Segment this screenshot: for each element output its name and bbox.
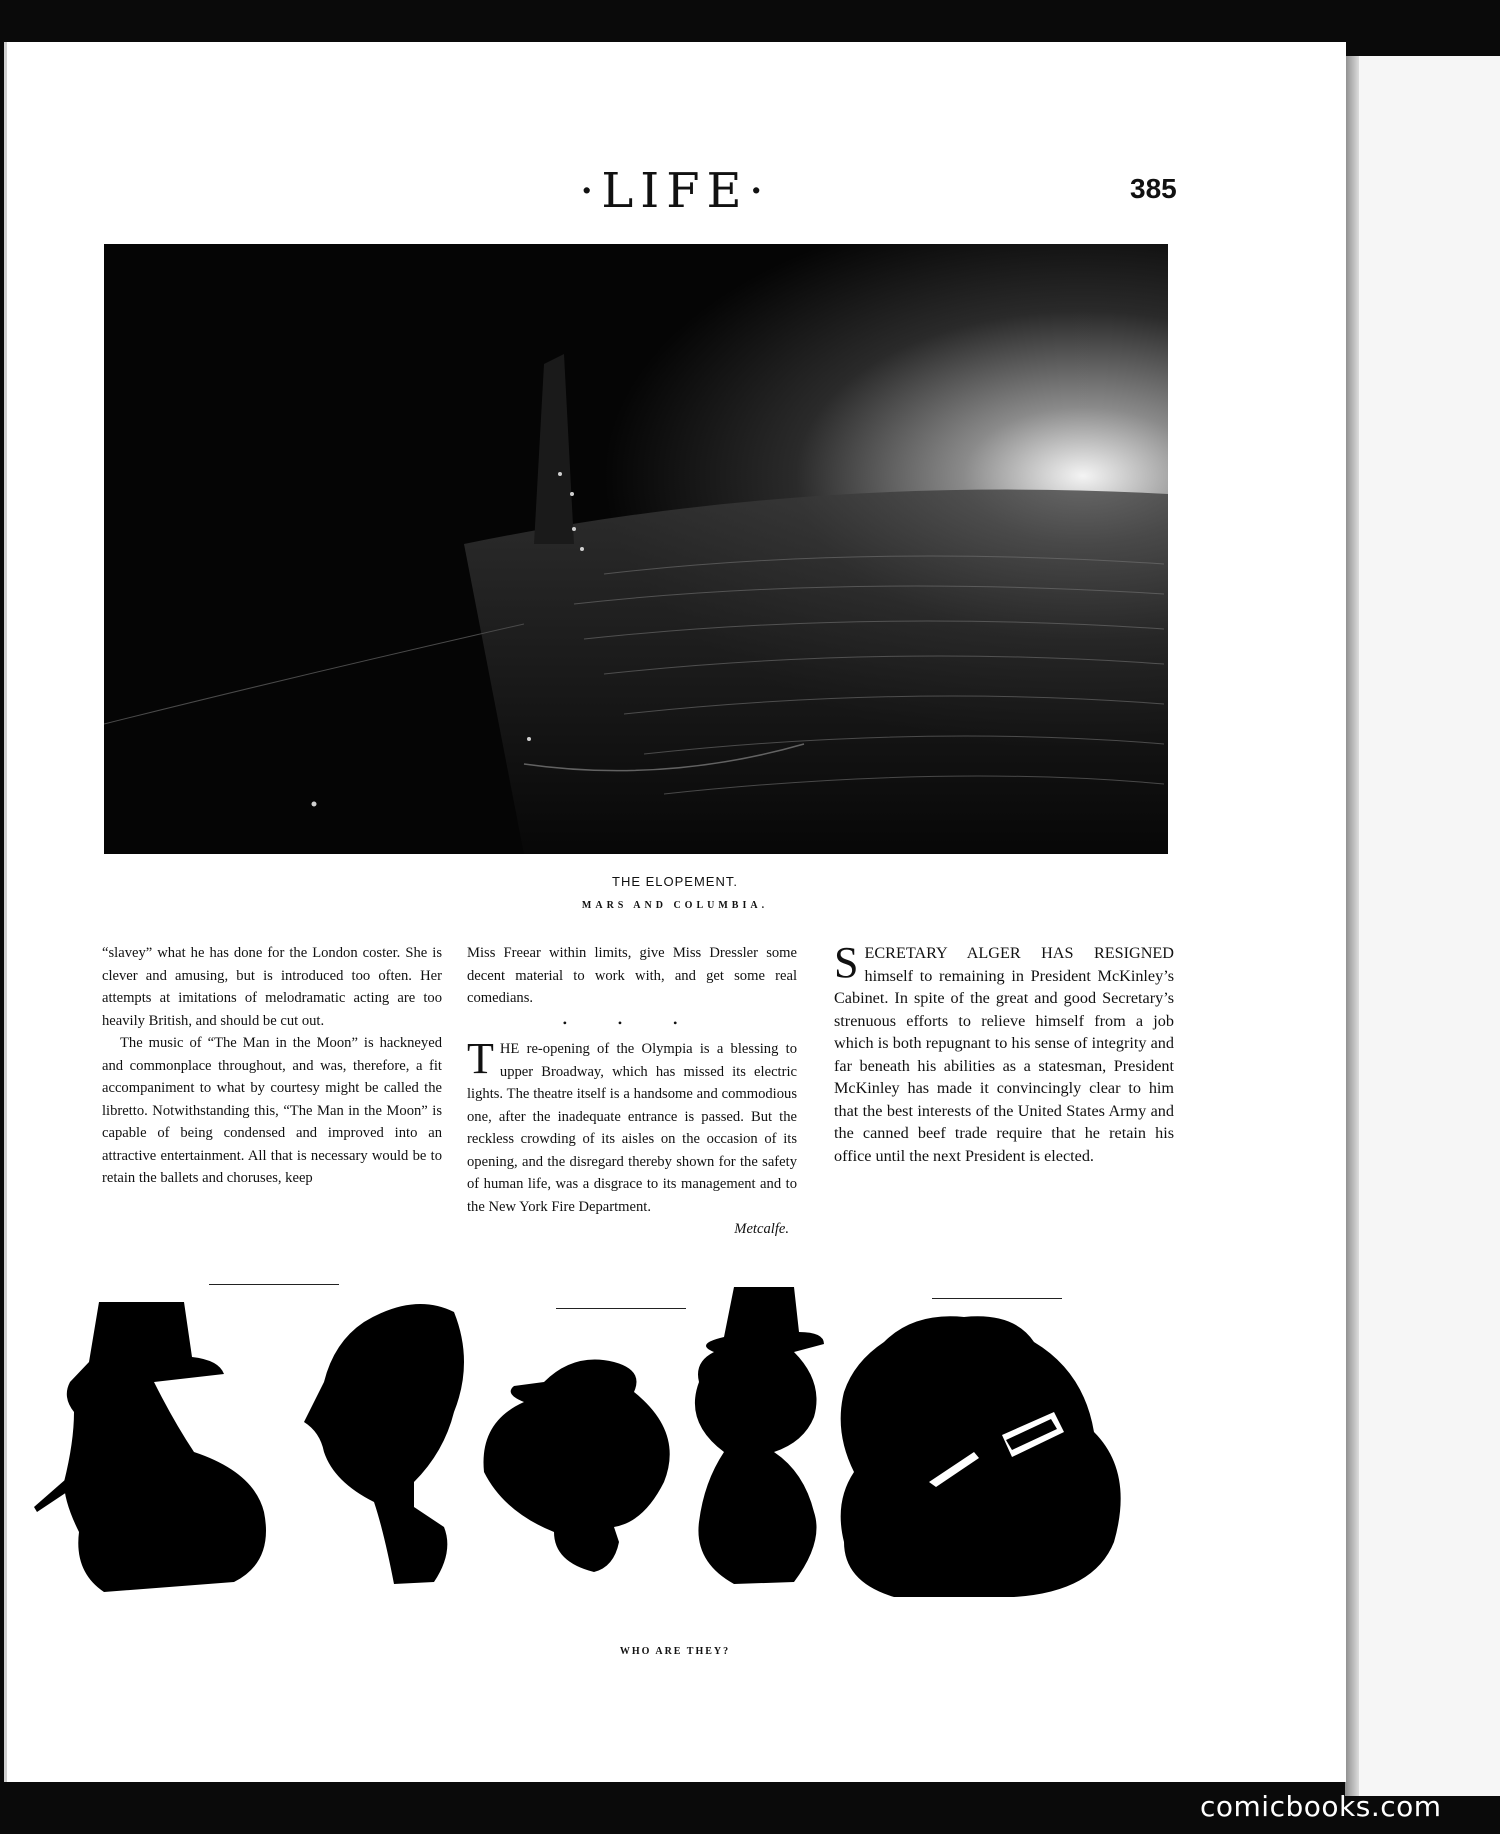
magazine-page <box>4 42 1346 1782</box>
alger-text: ECRETARY ALGER HAS RESIGNED himself to remaining in President McKinley’s Cabinet. In spite of the great and good Secretary’s strenuous efforts to relieve himself from a job which is both repugnant to his sense of integrity and far beneath his abilities as a statesman, President McKinley has made it convincingly clear to him that the best interests of the United States Army and the canned beef trade require that he retain his office until the next President is elected. <box>834 944 1174 1165</box>
section-separator: • • • <box>562 1015 702 1030</box>
adjacent-page-edge <box>1345 56 1500 1796</box>
silhouettes-illustration <box>34 1282 1284 1642</box>
masthead-title: ·LIFE· <box>579 163 771 219</box>
illustration-title: THE ELOPEMENT. <box>612 874 738 889</box>
drop-cap: S <box>834 938 859 987</box>
page-header <box>4 163 1346 233</box>
column3-paragraph <box>834 938 1174 1167</box>
article-column-1 <box>102 942 442 1190</box>
column1-paragraph-1: “slavey” what he has done for the London coster. She is clever and amusing, but is introduced too often. Her attempts at imitations of melodramatic acting are too heavily British, and should be cut out. <box>102 945 442 1029</box>
column2-paragraph-2 <box>467 1034 797 1218</box>
page-number: 385 <box>1130 173 1177 204</box>
column2-paragraph-1: Miss Freear within limits, give Miss Dressler some decent material to work with, and get some real comedians. <box>467 945 797 1006</box>
article-column-2 <box>467 942 797 1241</box>
watermark-text: comicbooks.com <box>1200 1790 1442 1823</box>
drop-cap: T <box>467 1034 494 1083</box>
elopement-illustration <box>104 244 1168 854</box>
column1-paragraph-2: The music of “The Man in the Moon” is hackneyed and commonplace throughout, and was, therefore, a fit accompaniment to what by courtesy might be called the libretto. Notwithstanding this, “The Man in the Moon” is capable of being condensed and improved into an attractive entertainment. All that is necessary would be to retain the ballets and choruses, keep <box>102 1035 442 1186</box>
illustration-subtitle: MARS AND COLUMBIA. <box>581 900 769 911</box>
author-signature: Metcalfe. <box>734 1221 789 1237</box>
olympia-text: HE re-opening of the Olympia is a blessing to upper Broadway, which has missed its electric lights. The theatre itself is a handsome and commodious one, after the inadequate entrance is passed. But the reckless crowding of its aisles on the occasion of its opening, and the disregard thereby shown for the safety of human life, was a disgrace to its management and to the New York Fire Department. <box>467 1041 797 1215</box>
silhouettes-caption: WHO ARE THEY? <box>619 1646 731 1657</box>
article-column-3 <box>834 938 1174 1167</box>
